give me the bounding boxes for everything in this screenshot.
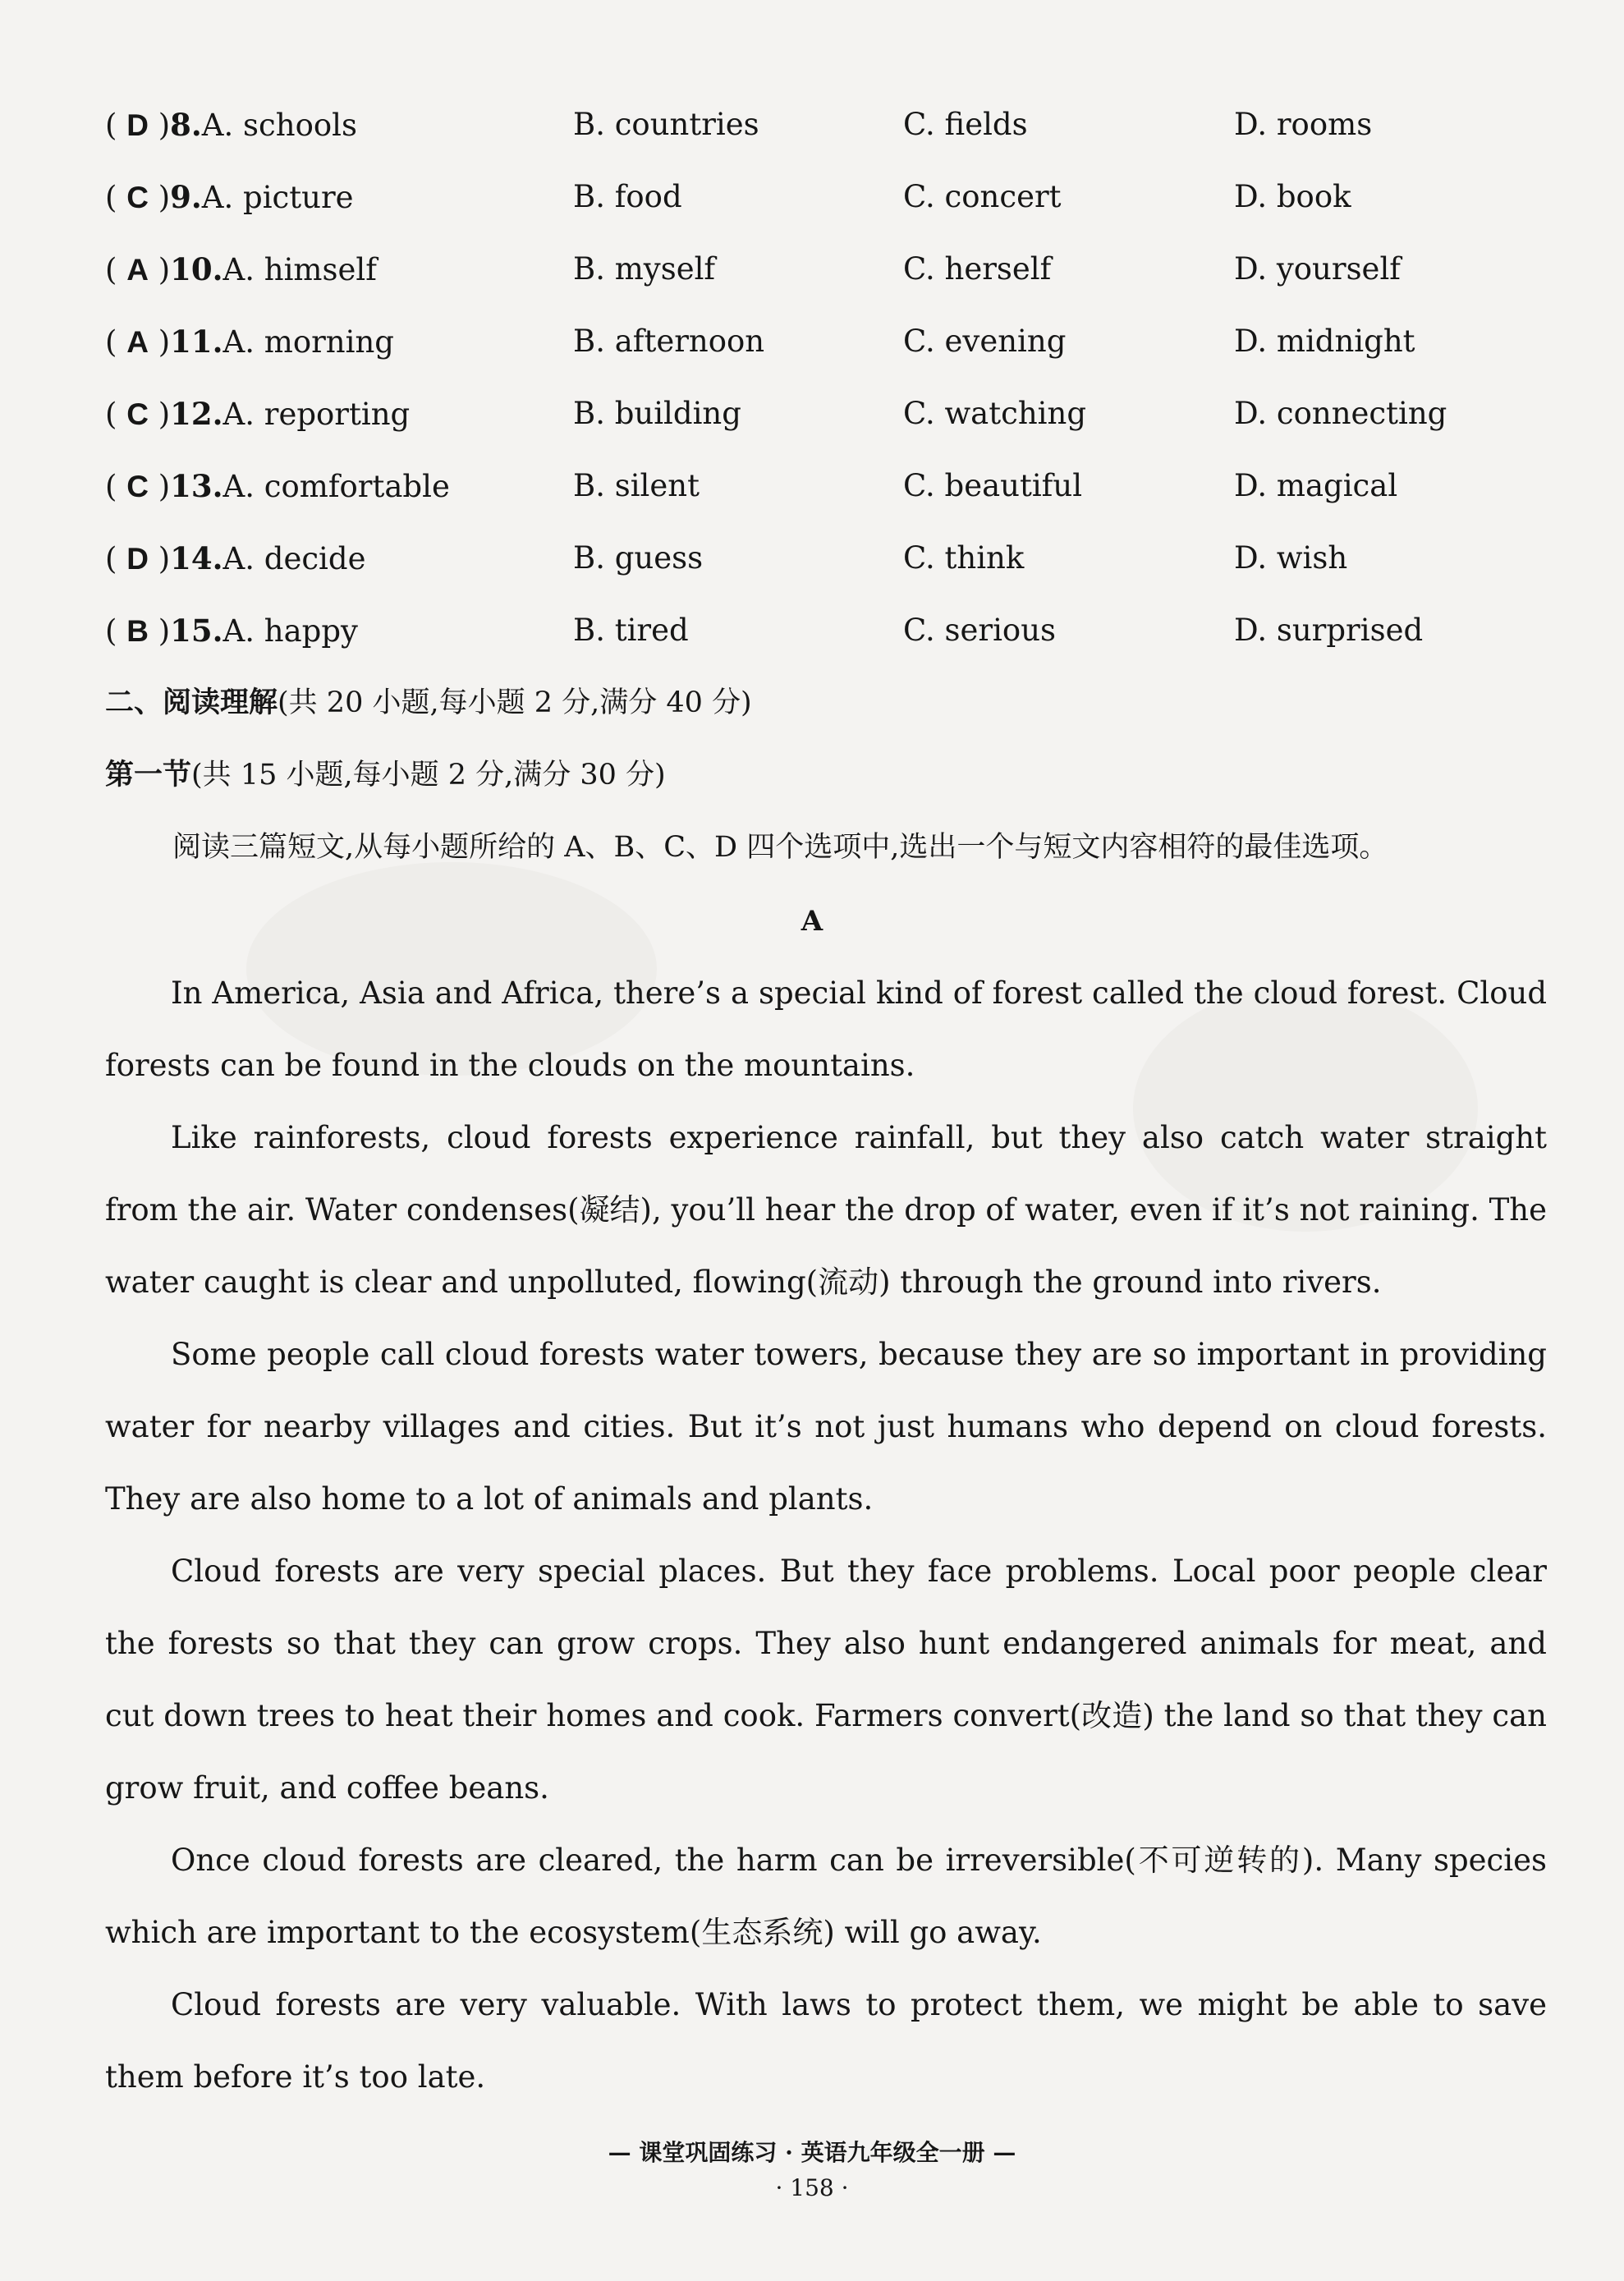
option-b: B. myself [573, 251, 716, 287]
option-c: C. fields [903, 107, 1028, 142]
question-number: 10. [170, 251, 223, 287]
question-number: 12. [170, 396, 223, 432]
option-b: B. silent [573, 468, 700, 503]
option-a: A. decide [222, 541, 366, 576]
book-title-footer: — 课堂巩固练习 · 英语九年级全一册 — [608, 2139, 1016, 2166]
question-stem: ( C )12.A. reporting [105, 396, 411, 432]
answer-letter: D [126, 108, 149, 142]
option-d: D. surprised [1234, 613, 1424, 648]
question-row [105, 100, 1550, 149]
passage-paragraph: Once cloud forests are cleared, the harm can be irreversible(不可逆转的). Many species which are important to the ecosystem(生态系统) will go away. [105, 1843, 1547, 1950]
option-a: A. morning [222, 324, 394, 360]
question-stem: ( C )9.A. picture [105, 179, 354, 215]
answer-letter: A [126, 325, 149, 359]
answer-letter: A [126, 253, 149, 287]
passage-paragraph: Like rainforests, cloud forests experience rainfall, but they also catch water straight from the air. Water condenses(凝结), you’ll hear the drop of water, even if it’s not raining. The water caught is clear and unpolluted, flowing(流动) through the ground into rivers. [105, 1120, 1547, 1300]
answer-letter: C [126, 470, 149, 503]
question-stem: ( C )13.A. comfortable [105, 468, 450, 504]
option-d: D. rooms [1234, 107, 1373, 142]
option-a: A. himself [222, 252, 377, 287]
option-c: C. evening [903, 324, 1067, 359]
question-row [105, 389, 1550, 438]
option-a: A. happy [222, 613, 358, 649]
option-b: B. food [573, 179, 682, 214]
option-d: D. midnight [1234, 324, 1415, 359]
question-row [105, 606, 1550, 655]
question-stem: ( A )10.A. himself [105, 251, 377, 287]
answer-letter: C [126, 181, 149, 214]
option-a: A. reporting [222, 397, 411, 432]
part-title: 第一节 [105, 758, 192, 792]
answer-letter: C [126, 397, 149, 431]
answer-letter: B [126, 614, 149, 648]
page-number: · 158 · [775, 2174, 849, 2201]
option-d: D. wish [1234, 540, 1348, 576]
passage-body [105, 957, 1547, 2113]
question-stem: ( A )11.A. morning [105, 324, 394, 360]
section-detail: (共 20 小题,每小题 2 分,满分 40 分) [278, 686, 752, 719]
question-stem: ( D )8.A. schools [105, 107, 357, 143]
passage-paragraph: In America, Asia and Africa, there’s a special kind of forest called the cloud forest. Cloud forests can be found in the clouds on the mountains. [105, 975, 1547, 1083]
option-c: C. beautiful [903, 468, 1083, 503]
option-c: C. serious [903, 613, 1057, 648]
part-heading [105, 750, 666, 800]
option-a: A. schools [201, 108, 357, 143]
option-a: A. picture [201, 180, 354, 215]
option-b: B. building [573, 396, 741, 431]
option-c: C. herself [903, 251, 1052, 287]
option-b: B. afternoon [573, 324, 765, 359]
option-b: B. tired [573, 613, 689, 648]
question-stem: ( B )15.A. happy [105, 613, 358, 649]
passage-title: A [801, 905, 823, 938]
passage-paragraph: Some people call cloud forests water towers, because they are so important in providing water for nearby villages and cities. But it’s not just humans who depend on cloud forests. They are also home to a lot of animals and plants. [105, 1337, 1547, 1517]
option-c: C. concert [903, 179, 1062, 214]
question-stem: ( D )14.A. decide [105, 540, 366, 576]
option-b: B. countries [573, 107, 759, 142]
question-number: 15. [170, 613, 223, 649]
question-row [105, 317, 1550, 366]
section-title: 二、阅读理解 [105, 686, 278, 719]
option-d: D. book [1234, 179, 1351, 214]
answer-letter: D [126, 542, 149, 576]
section-heading [105, 678, 752, 727]
option-c: C. watching [903, 396, 1087, 431]
reading-instruction: 阅读三篇短文,从每小题所给的 A、B、C、D 四个选项中,选出一个与短文内容相符的最佳选项。 [172, 831, 1388, 864]
option-c: C. think [903, 540, 1025, 576]
question-row [105, 534, 1550, 583]
passage-paragraph: Cloud forests are very valuable. With laws to protect them, we might be able to save them before it’s too late. [105, 1987, 1547, 2095]
question-number: 13. [170, 468, 223, 504]
option-a: A. comfortable [222, 469, 450, 504]
question-number: 11. [170, 324, 223, 360]
part-detail: (共 15 小题,每小题 2 分,满分 30 分) [191, 759, 666, 792]
passage-paragraph: Cloud forests are very special places. But they face problems. Local poor people clear the forests so that they can grow crops. They also hunt endangered animals for meat, and cut down trees to heat their homes and cook. Farmers convert(改造) the land so that they can grow fruit, and coffee beans. [105, 1554, 1547, 1806]
option-d: D. connecting [1234, 396, 1447, 431]
question-number: 9. [170, 179, 202, 215]
question-number: 14. [170, 540, 223, 576]
question-row [105, 245, 1550, 294]
question-row [105, 461, 1550, 511]
option-d: D. yourself [1234, 251, 1401, 287]
question-row [105, 172, 1550, 222]
option-b: B. guess [573, 540, 704, 576]
option-d: D. magical [1234, 468, 1398, 503]
question-number: 8. [170, 107, 202, 143]
